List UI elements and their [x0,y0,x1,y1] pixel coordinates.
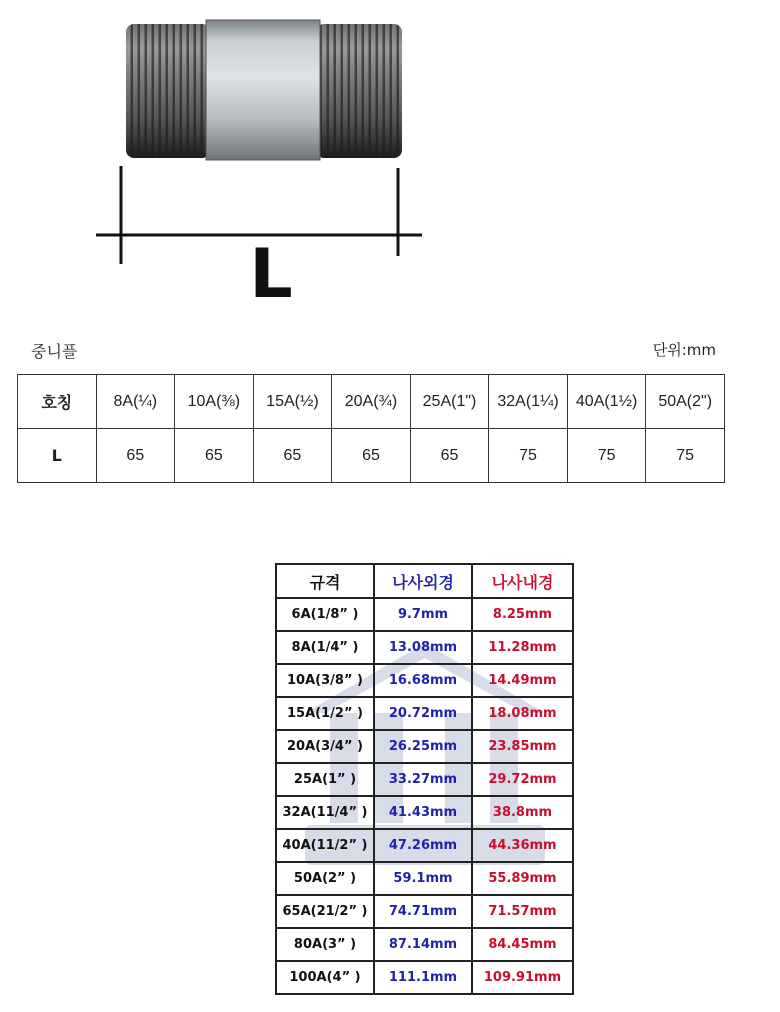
thread-spec-section [275,563,572,994]
inner-diameter-cell: 29.72mm [472,763,573,796]
outer-diameter-cell: 9.7mm [374,598,472,631]
spec-cell: 80A(3” ) [276,928,374,961]
unit-label: 단위:mm [652,341,716,359]
table-row [276,961,573,994]
table-row [276,763,573,796]
inner-diameter-cell: 11.28mm [472,631,573,664]
spec-cell: 50A(2” ) [276,862,374,895]
length-cell: 65 [332,429,411,483]
size-cell: 10A(⅜) [175,375,254,429]
outer-diameter-cell: 33.27mm [374,763,472,796]
dimension-label: L [249,235,293,314]
table-row [276,895,573,928]
length-cell: 75 [646,429,725,483]
inner-diameter-cell: 84.45mm [472,928,573,961]
spec-cell: 6A(1/8” ) [276,598,374,631]
length-header-cell: L [18,429,97,483]
size-cell: 50A(2") [646,375,725,429]
outer-diameter-cell: 26.25mm [374,730,472,763]
size-cell: 20A(¾) [332,375,411,429]
inner-diameter-cell: 8.25mm [472,598,573,631]
outer-diameter-header: 나사외경 [374,564,472,598]
thread-spec-table [275,563,574,995]
size-cell: 15A(½) [253,375,332,429]
left-thread [126,24,210,158]
spec-cell: 10A(3/8” ) [276,664,374,697]
inner-diameter-cell: 14.49mm [472,664,573,697]
table-row [276,697,573,730]
inner-diameter-cell: 55.89mm [472,862,573,895]
size-row [18,375,725,429]
right-thread [316,24,402,158]
outer-diameter-cell: 16.68mm [374,664,472,697]
spec-cell: 40A(11/2” ) [276,829,374,862]
outer-diameter-cell: 111.1mm [374,961,472,994]
length-cell: 75 [489,429,568,483]
size-cell: 25A(1") [410,375,489,429]
size-cell: 32A(1¼) [489,375,568,429]
spec-cell: 65A(21/2” ) [276,895,374,928]
length-table [17,374,725,483]
spec-header: 규격 [276,564,374,598]
spec-cell: 100A(4” ) [276,961,374,994]
outer-diameter-cell: 47.26mm [374,829,472,862]
outer-diameter-cell: 87.14mm [374,928,472,961]
inner-diameter-header: 나사내경 [472,564,573,598]
inner-diameter-cell: 18.08mm [472,697,573,730]
table-row [276,631,573,664]
spec-cell: 20A(3/4” ) [276,730,374,763]
table-row [276,796,573,829]
length-row [18,429,725,483]
inner-diameter-cell: 44.36mm [472,829,573,862]
table-row [276,862,573,895]
pipe-nipple-drawing [0,0,780,320]
table-row [276,928,573,961]
table-row [276,598,573,631]
table-row [276,829,573,862]
table-row [276,730,573,763]
inner-diameter-cell: 23.85mm [472,730,573,763]
spec-cell: 25A(1” ) [276,763,374,796]
spec-cell: 15A(1/2” ) [276,697,374,730]
outer-diameter-cell: 74.71mm [374,895,472,928]
thread-header-row [276,564,573,598]
size-cell: 40A(1½) [567,375,646,429]
outer-diameter-cell: 20.72mm [374,697,472,730]
pipe-body [206,20,320,160]
inner-diameter-cell: 71.57mm [472,895,573,928]
length-cell: 75 [567,429,646,483]
outer-diameter-cell: 41.43mm [374,796,472,829]
length-cell: 65 [410,429,489,483]
spec-cell: 8A(1/4” ) [276,631,374,664]
size-header-cell: 호칭 [18,375,97,429]
inner-diameter-cell: 109.91mm [472,961,573,994]
product-name: 중니플 [31,342,78,361]
inner-diameter-cell: 38.8mm [472,796,573,829]
size-cell: 8A(¼) [96,375,175,429]
pipe-nipple-image [0,0,780,320]
outer-diameter-cell: 59.1mm [374,862,472,895]
spec-cell: 32A(11/4” ) [276,796,374,829]
table-row [276,664,573,697]
length-cell: 65 [175,429,254,483]
length-cell: 65 [96,429,175,483]
length-cell: 65 [253,429,332,483]
outer-diameter-cell: 13.08mm [374,631,472,664]
